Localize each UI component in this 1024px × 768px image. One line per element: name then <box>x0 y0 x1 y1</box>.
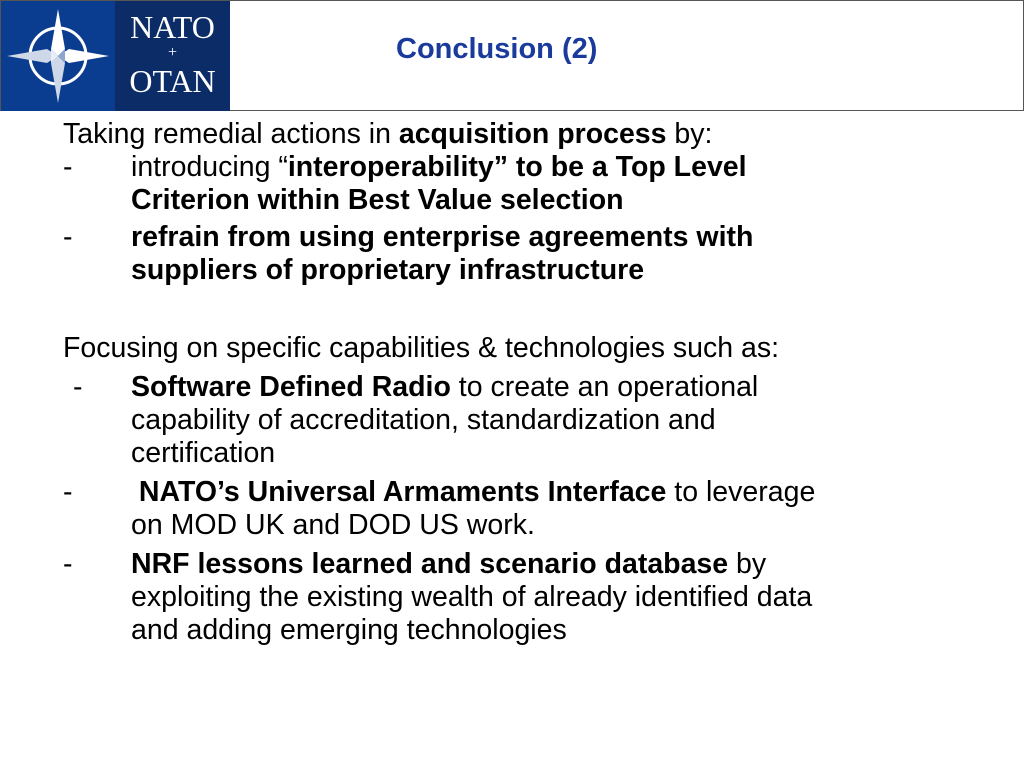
bullet-dash: - <box>63 151 73 183</box>
bullet-line <box>131 254 973 287</box>
bullet-bold-line1: interoperability” to be a Top Level <box>287 151 747 183</box>
bullet-line3: and adding emerging technologies <box>131 614 567 646</box>
nato-compass-star-icon <box>1 1 115 111</box>
intro-bold-text: acquisition process <box>398 118 667 150</box>
bullet-nrf-lessons-learned <box>63 548 973 647</box>
bullet-line <box>131 221 973 254</box>
bullet-rest-text: to create an operational <box>450 371 759 403</box>
bullet-bold-line1: refrain from using enterprise agreements with <box>131 221 754 253</box>
intro-capabilities: Focusing on specific capabilities & technologies such as: <box>63 332 780 364</box>
bullet-dash: - <box>73 371 83 403</box>
bullet-dash: - <box>63 548 73 580</box>
bullet-line2: capability of accreditation, standardization and <box>131 404 716 436</box>
bullet-line <box>131 548 973 581</box>
bullet-bold-text: Software Defined Radio <box>131 371 451 403</box>
header-bar <box>0 0 1024 111</box>
logo-otan-text: OTAN <box>129 63 216 99</box>
bullet-universal-armaments-interface <box>63 476 973 542</box>
bullet-prefix: introducing “ <box>131 151 288 183</box>
bullet-bold-line2: suppliers of proprietary infrastructure <box>131 254 645 286</box>
intro-suffix-text: by: <box>666 118 713 150</box>
bullet-line2: on MOD UK and DOD US work. <box>131 509 535 541</box>
bullet-bold-text: NRF lessons learned and scenario database <box>131 548 729 580</box>
section-spacer <box>63 287 973 332</box>
logo-nato-text: NATO <box>130 9 215 45</box>
bullet-enterprise-agreements <box>63 221 973 287</box>
nato-otan-logo <box>115 1 230 111</box>
bullet-rest-text: to leverage <box>666 476 816 508</box>
bullet-software-defined-radio <box>63 371 973 470</box>
slide-title: Conclusion (2) <box>396 33 598 65</box>
slide-body <box>63 118 973 647</box>
bullet-line <box>131 184 973 217</box>
bullet-interoperability <box>63 151 973 217</box>
bullet-bold-text: NATO’s Universal Armaments Interface <box>138 476 667 508</box>
bullet-dash: - <box>63 476 73 508</box>
bullet-line3: certification <box>131 437 276 469</box>
bullet-line2: exploiting the existing wealth of already identified data <box>131 581 813 613</box>
logo-plus-sign: + <box>167 44 178 61</box>
bullet-bold-line2: Criterion within Best Value selection <box>131 184 624 216</box>
bullet-line <box>131 476 973 509</box>
bullet-line <box>131 371 973 404</box>
intro-acquisition <box>63 118 973 151</box>
bullet-dash: - <box>63 221 73 253</box>
intro-text: Taking remedial actions in <box>63 118 399 150</box>
compass-star-graphic <box>1 1 115 111</box>
bullet-line <box>131 151 973 184</box>
bullet-rest-text: by <box>728 548 767 580</box>
